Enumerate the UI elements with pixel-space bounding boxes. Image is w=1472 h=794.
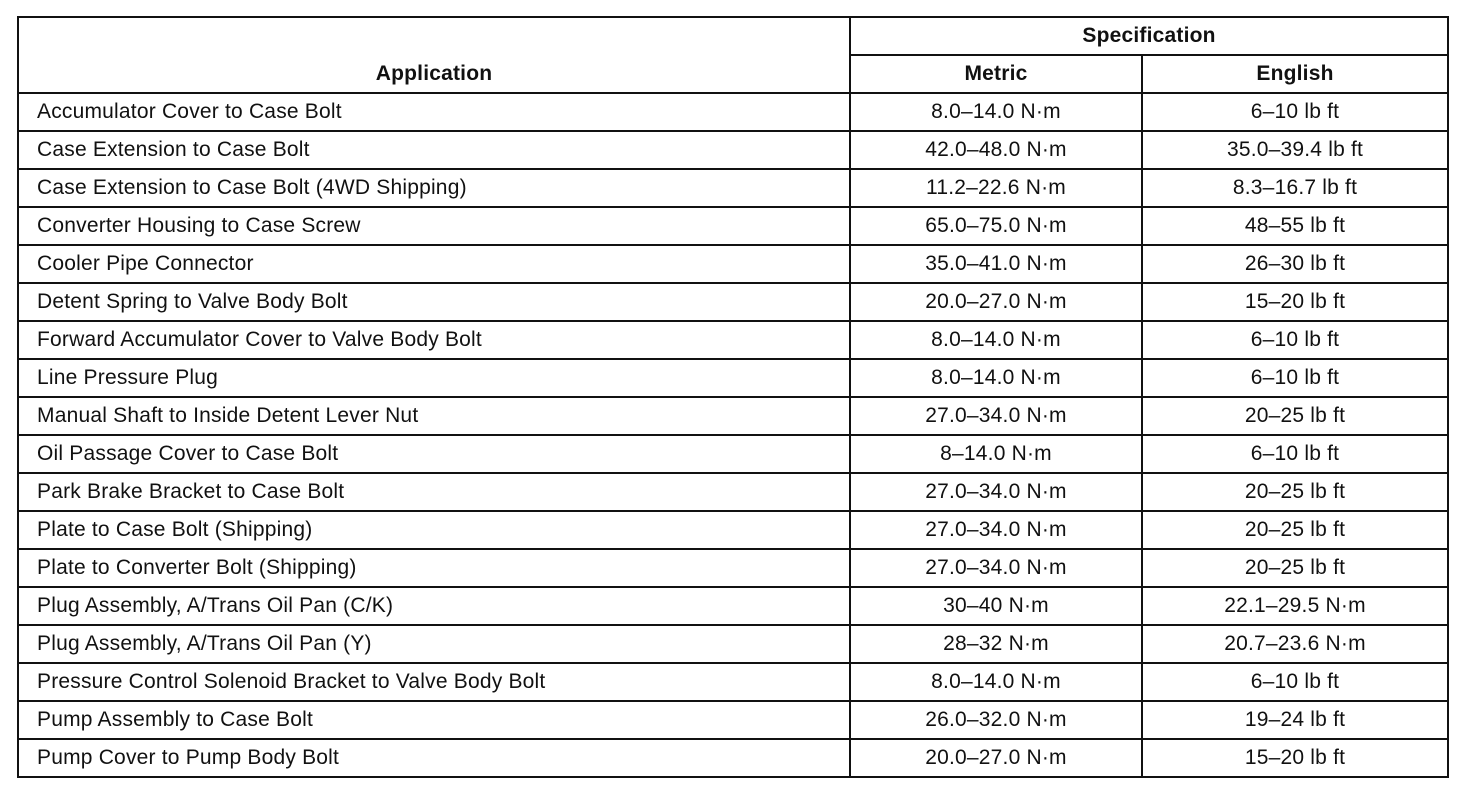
application-cell: Oil Passage Cover to Case Bolt bbox=[18, 435, 850, 473]
application-header: Application bbox=[18, 17, 850, 93]
table-header bbox=[18, 17, 1448, 93]
application-cell: Cooler Pipe Connector bbox=[18, 245, 850, 283]
metric-cell: 27.0–34.0 N·m bbox=[850, 473, 1142, 511]
english-cell: 19–24 lb ft bbox=[1142, 701, 1448, 739]
metric-cell: 8.0–14.0 N·m bbox=[850, 321, 1142, 359]
english-cell: 20–25 lb ft bbox=[1142, 549, 1448, 587]
application-cell: Case Extension to Case Bolt (4WD Shipping) bbox=[18, 169, 850, 207]
application-cell: Plate to Converter Bolt (Shipping) bbox=[18, 549, 850, 587]
metric-cell: 35.0–41.0 N·m bbox=[850, 245, 1142, 283]
metric-cell: 8.0–14.0 N·m bbox=[850, 663, 1142, 701]
metric-cell: 27.0–34.0 N·m bbox=[850, 397, 1142, 435]
table-row bbox=[18, 587, 1448, 625]
english-cell: 6–10 lb ft bbox=[1142, 93, 1448, 131]
metric-cell: 42.0–48.0 N·m bbox=[850, 131, 1142, 169]
metric-cell: 20.0–27.0 N·m bbox=[850, 283, 1142, 321]
table-row bbox=[18, 207, 1448, 245]
table-row bbox=[18, 549, 1448, 587]
table-row bbox=[18, 283, 1448, 321]
header-row-top bbox=[18, 17, 1448, 55]
english-cell: 6–10 lb ft bbox=[1142, 321, 1448, 359]
application-cell: Pump Assembly to Case Bolt bbox=[18, 701, 850, 739]
metric-cell: 8.0–14.0 N·m bbox=[850, 93, 1142, 131]
english-header: English bbox=[1142, 55, 1448, 93]
torque-spec-table bbox=[17, 16, 1449, 778]
application-cell: Plug Assembly, A/Trans Oil Pan (Y) bbox=[18, 625, 850, 663]
application-cell: Park Brake Bracket to Case Bolt bbox=[18, 473, 850, 511]
english-cell: 8.3–16.7 lb ft bbox=[1142, 169, 1448, 207]
metric-cell: 65.0–75.0 N·m bbox=[850, 207, 1142, 245]
table-row bbox=[18, 663, 1448, 701]
metric-cell: 30–40 N·m bbox=[850, 587, 1142, 625]
application-cell: Accumulator Cover to Case Bolt bbox=[18, 93, 850, 131]
table-row bbox=[18, 701, 1448, 739]
application-cell: Detent Spring to Valve Body Bolt bbox=[18, 283, 850, 321]
metric-header: Metric bbox=[850, 55, 1142, 93]
english-cell: 35.0–39.4 lb ft bbox=[1142, 131, 1448, 169]
table-row bbox=[18, 131, 1448, 169]
metric-cell: 27.0–34.0 N·m bbox=[850, 549, 1142, 587]
english-cell: 20–25 lb ft bbox=[1142, 511, 1448, 549]
table-row bbox=[18, 397, 1448, 435]
application-cell: Case Extension to Case Bolt bbox=[18, 131, 850, 169]
application-cell: Plate to Case Bolt (Shipping) bbox=[18, 511, 850, 549]
table-row bbox=[18, 739, 1448, 777]
english-cell: 6–10 lb ft bbox=[1142, 663, 1448, 701]
metric-cell: 26.0–32.0 N·m bbox=[850, 701, 1142, 739]
application-cell: Pressure Control Solenoid Bracket to Valve Body Bolt bbox=[18, 663, 850, 701]
application-cell: Manual Shaft to Inside Detent Lever Nut bbox=[18, 397, 850, 435]
table-row bbox=[18, 93, 1448, 131]
english-cell: 6–10 lb ft bbox=[1142, 435, 1448, 473]
metric-cell: 28–32 N·m bbox=[850, 625, 1142, 663]
metric-cell: 8–14.0 N·m bbox=[850, 435, 1142, 473]
application-cell: Line Pressure Plug bbox=[18, 359, 850, 397]
application-cell: Converter Housing to Case Screw bbox=[18, 207, 850, 245]
table-row bbox=[18, 321, 1448, 359]
specification-header: Specification bbox=[850, 17, 1448, 55]
table-row bbox=[18, 169, 1448, 207]
english-cell: 15–20 lb ft bbox=[1142, 283, 1448, 321]
english-cell: 15–20 lb ft bbox=[1142, 739, 1448, 777]
english-cell: 48–55 lb ft bbox=[1142, 207, 1448, 245]
metric-cell: 20.0–27.0 N·m bbox=[850, 739, 1142, 777]
english-cell: 22.1–29.5 N·m bbox=[1142, 587, 1448, 625]
table-row bbox=[18, 473, 1448, 511]
table-body bbox=[18, 93, 1448, 777]
metric-cell: 8.0–14.0 N·m bbox=[850, 359, 1142, 397]
english-cell: 20–25 lb ft bbox=[1142, 473, 1448, 511]
application-cell: Forward Accumulator Cover to Valve Body Bolt bbox=[18, 321, 850, 359]
table-row bbox=[18, 359, 1448, 397]
application-cell: Pump Cover to Pump Body Bolt bbox=[18, 739, 850, 777]
table-row bbox=[18, 435, 1448, 473]
table-row bbox=[18, 511, 1448, 549]
table-row bbox=[18, 625, 1448, 663]
metric-cell: 27.0–34.0 N·m bbox=[850, 511, 1142, 549]
application-cell: Plug Assembly, A/Trans Oil Pan (C/K) bbox=[18, 587, 850, 625]
english-cell: 26–30 lb ft bbox=[1142, 245, 1448, 283]
english-cell: 20–25 lb ft bbox=[1142, 397, 1448, 435]
metric-cell: 11.2–22.6 N·m bbox=[850, 169, 1142, 207]
table-row bbox=[18, 245, 1448, 283]
english-cell: 6–10 lb ft bbox=[1142, 359, 1448, 397]
english-cell: 20.7–23.6 N·m bbox=[1142, 625, 1448, 663]
